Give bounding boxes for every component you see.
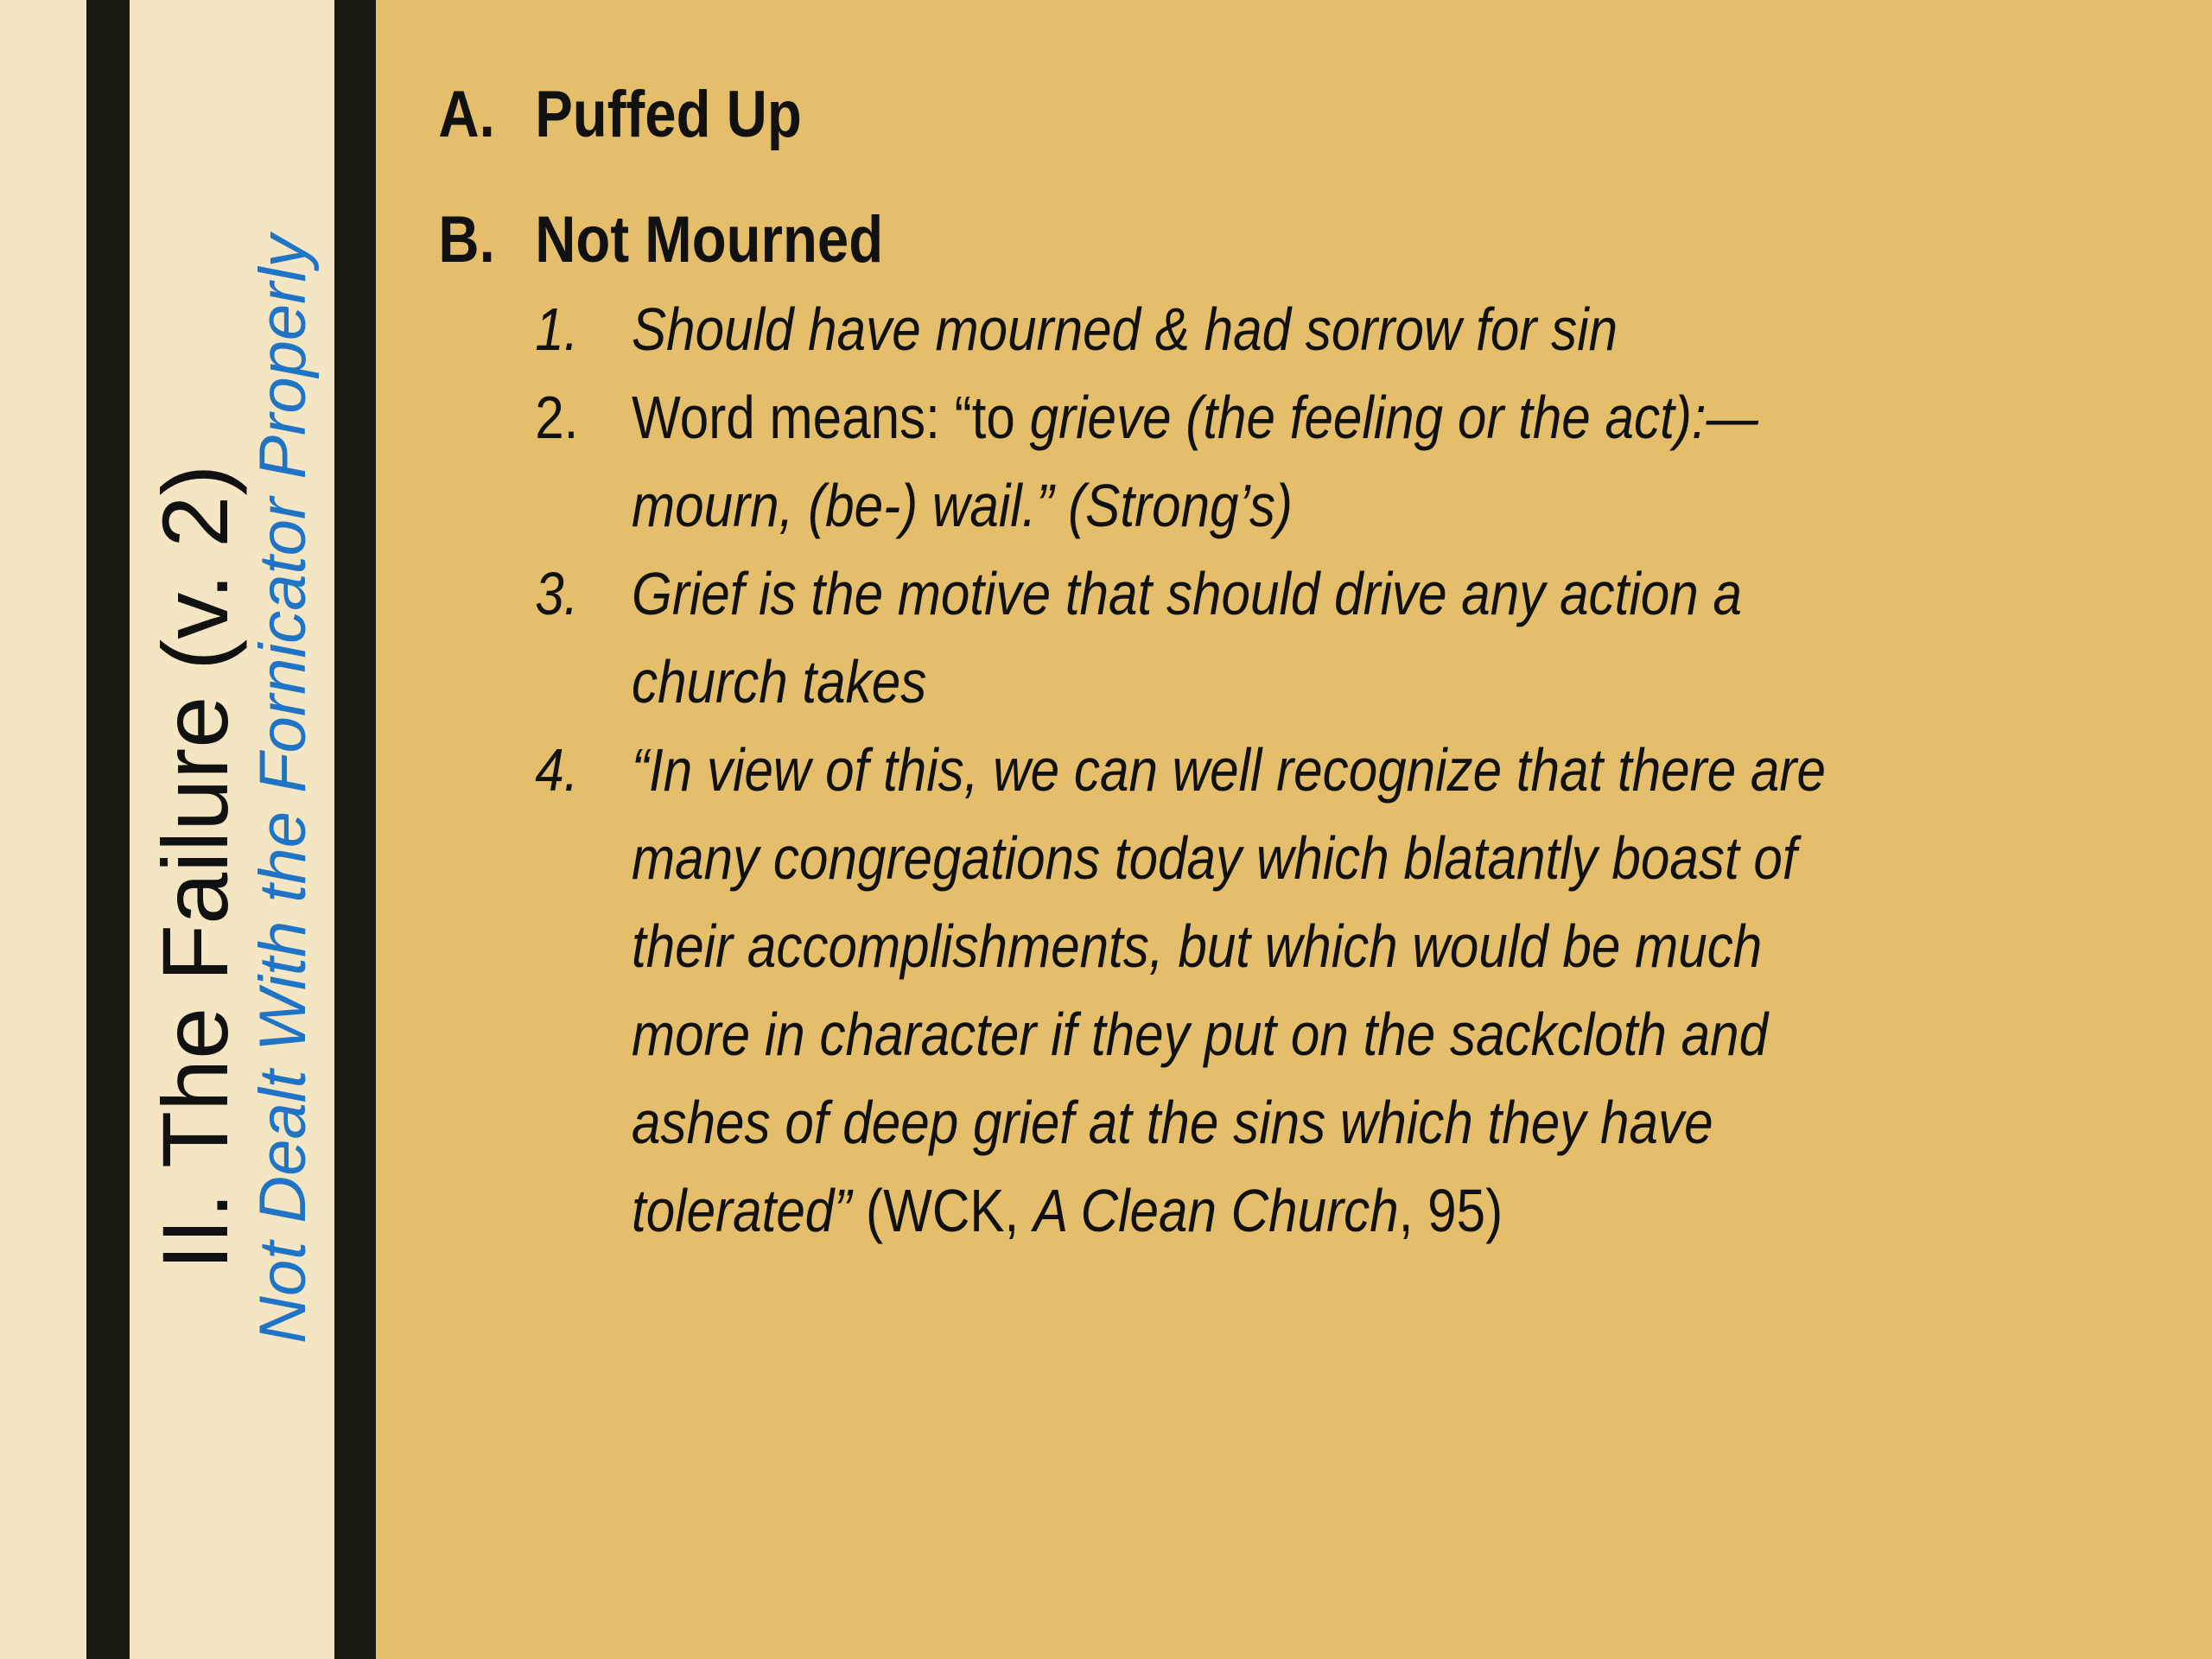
list-item-number: 3. (535, 560, 579, 627)
list-item-number: 2. (535, 384, 579, 451)
list-item-text (632, 726, 1895, 1255)
list-item-text-italic: grieve (the feeling or the act):— mourn, (be-) wail.” (Strong’s) (632, 384, 1758, 539)
section-subtitle: Not Dealt With the Fornicator Properly (246, 234, 320, 1344)
heading-a-label: Puffed Up (535, 78, 802, 151)
heading-a-letter: A. (438, 78, 495, 151)
heading-b-label: Not Mourned (535, 203, 884, 276)
citation-open: (WCK, (851, 1177, 1034, 1244)
heading-b-letter: B. (438, 203, 495, 276)
list-item-number: 1. (535, 296, 579, 363)
list-item-text: Grief is the motive that should drive any action a church takes (632, 560, 1742, 715)
quote-text: “In view of this, we can well recognize that there are many congregations today which blatantly boast of their accomplishments, but which would be much more in character if they put on the sackcloth and ashes of deep grief at the sins which they have tolerated” (632, 736, 1826, 1244)
list-item-text-prefix: Word means: “to (632, 384, 1030, 451)
section-title: II. The Failure (v. 2) (143, 464, 247, 1270)
citation-close: , 95) (1398, 1177, 1503, 1244)
list-item-text: Should have mourned & had sorrow for sin (632, 296, 1618, 363)
list-item-number: 4. (535, 736, 579, 804)
citation-title: A Clean Church (1033, 1177, 1399, 1244)
list-item-text (632, 373, 1895, 550)
